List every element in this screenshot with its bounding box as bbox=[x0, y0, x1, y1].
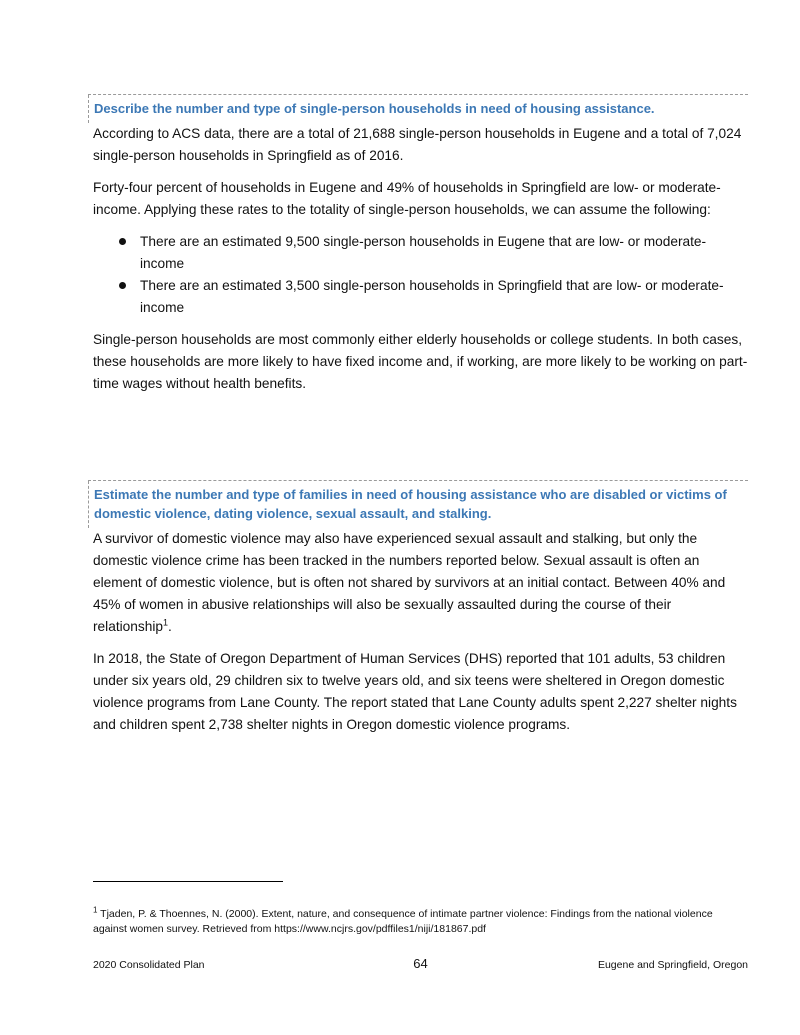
question-heading: Estimate the number and type of families in need of housing assistance who are disabled or victims of domestic violence, dating violence, sexual assault, and stalking. bbox=[88, 481, 748, 528]
footer-location: Eugene and Springfield, Oregon bbox=[597, 959, 748, 971]
list-item: There are an estimated 3,500 single-person households in Springfield that are low- or moderate-income bbox=[93, 275, 748, 319]
answer-body bbox=[88, 528, 748, 736]
bullet-icon bbox=[119, 238, 126, 245]
question-heading: Describe the number and type of single-person households in need of housing assistance. bbox=[88, 95, 748, 123]
page-footer bbox=[93, 956, 748, 976]
list-item: There are an estimated 9,500 single-person households in Eugene that are low- or moderate-income bbox=[93, 231, 748, 275]
footnote-text: Tjaden, P. & Thoennes, N. (2000). Extent, nature, and consequence of intimate partner violence: Findings from the national violence against women survey. Retrieved from https://www.ncjrs.gov/pdffiles1/niji/181867.pdf bbox=[93, 908, 713, 935]
answer-body bbox=[88, 123, 748, 395]
section-single-person-households bbox=[88, 94, 748, 405]
paragraph: According to ACS data, there are a total of 21,688 single-person households in Eugene and a total of 7,024 single-person households in Springfield as of 2016. bbox=[93, 126, 742, 163]
footer-doc-title: 2020 Consolidated Plan bbox=[93, 959, 205, 971]
footnote bbox=[93, 907, 748, 937]
footnote-divider bbox=[93, 881, 283, 882]
bullet-list bbox=[93, 231, 748, 319]
paragraph: In 2018, the State of Oregon Department of Human Services (DHS) reported that 101 adults, 53 children under six years old, 29 children six to twelve years old, and six teens were sheltered in Oregon domestic violence programs from Lane County. The report stated that Lane County adults spent 2,227 shelter nights and children spent 2,738 shelter nights in Oregon domestic violence programs. bbox=[93, 651, 737, 732]
section-domestic-violence bbox=[88, 480, 748, 746]
page-number: 64 bbox=[413, 956, 428, 971]
bullet-icon bbox=[119, 282, 126, 289]
paragraph: Single-person households are most commonly either elderly households or college students. In both cases, these households are more likely to have fixed income and, if working, are more likely to be working on part-time wages without health benefits. bbox=[93, 332, 748, 391]
footnote-ref[interactable]: 1 bbox=[163, 617, 169, 628]
paragraph: A survivor of domestic violence may also have experienced sexual assault and stalking, but only the domestic violence crime has been tracked in the numbers reported below. Sexual assault is often an element of domestic violence, but is often not shared by survivors at an initial contact. Between 40% and 45% of women in abusive relationships will also be sexually assaulted during the course of their relationship$^1$. bbox=[93, 531, 726, 634]
footnote-number: 1 bbox=[93, 905, 98, 915]
paragraph: Forty-four percent of households in Eugene and 49% of households in Springfield are low- or moderate-income. Applying these rates to the totality of single-person households, we can assume the following: bbox=[93, 180, 721, 217]
